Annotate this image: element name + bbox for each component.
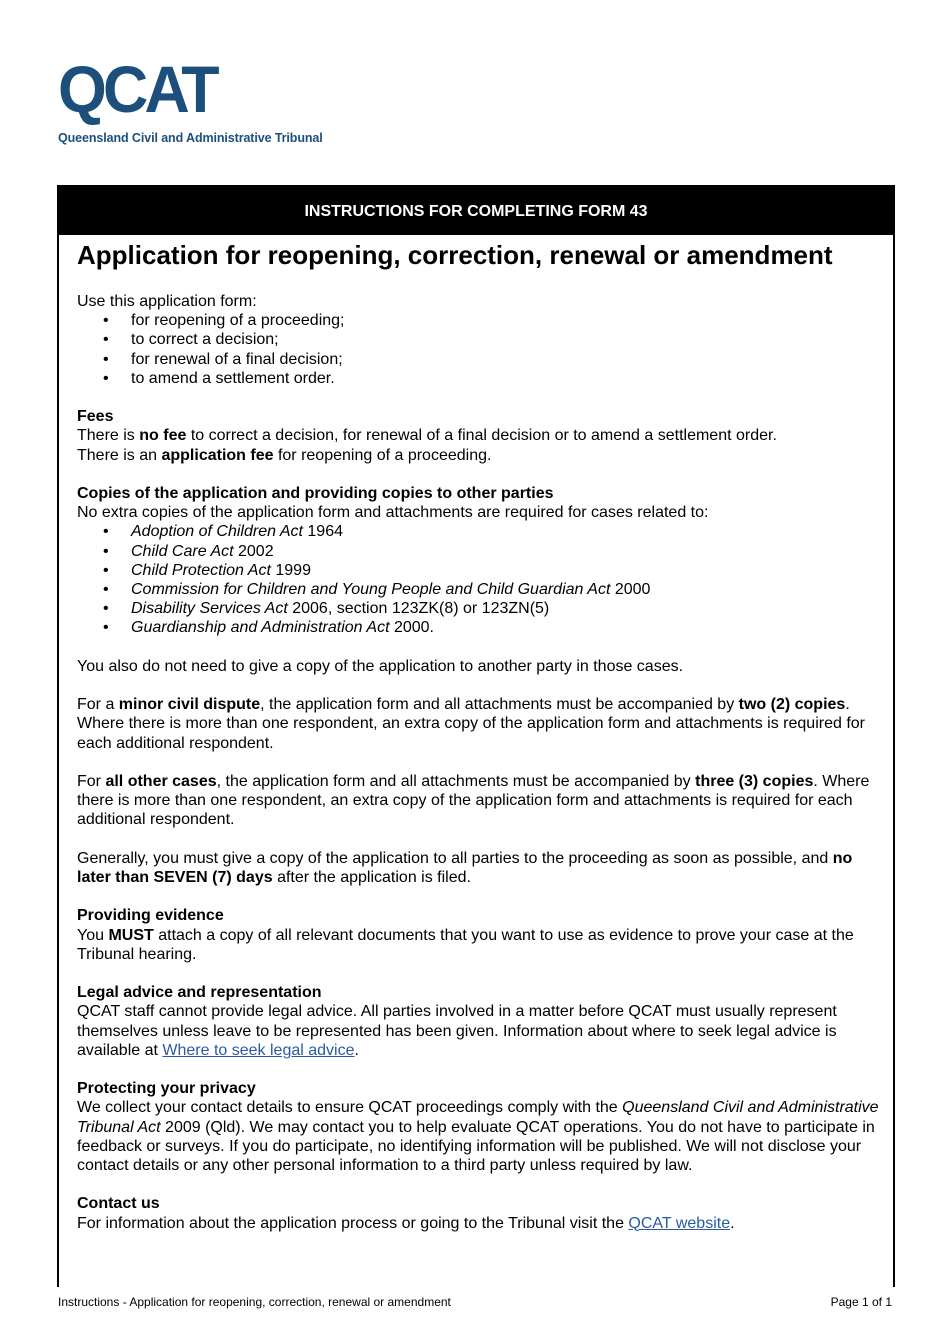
list-item: • Child Protection Act 1999 bbox=[103, 561, 311, 579]
minor-civil-paragraph: For a minor civil dispute, the application form and all attachments must be accompanied by two (2) copies. Where there is more than one respondent, an extra copy of the application form and attachments is required for each additional respondent. bbox=[77, 696, 865, 752]
list-item: • Child Care Act 2002 bbox=[103, 542, 274, 560]
page-footer bbox=[58, 1295, 892, 1309]
fees-heading: Fees bbox=[77, 408, 114, 426]
copies-heading: Copies of the application and providing copies to other parties bbox=[77, 485, 554, 502]
legal-advice-link[interactable]: Where to seek legal advice bbox=[162, 1041, 355, 1059]
list-item: • for renewal of a final decision; bbox=[103, 350, 343, 368]
list-item: • Guardianship and Administration Act 2000. bbox=[103, 619, 434, 637]
footer-title: Instructions - Application for reopening, correction, renewal or amendment bbox=[58, 1295, 451, 1309]
copies-lead: No extra copies of the application form and attachments are required for cases related to: bbox=[77, 504, 709, 522]
general-paragraph: Generally, you must give a copy of the application to all parties to the proceeding as soon as possible, and no later than SEVEN (7) days after the application is filed. bbox=[77, 849, 853, 886]
contact-paragraph: For information about the application process or going to the Tribunal visit the QCAT website. bbox=[77, 1214, 735, 1232]
contact-heading: Contact us bbox=[77, 1195, 160, 1213]
evidence-heading: Providing evidence bbox=[77, 907, 224, 925]
qcat-logo bbox=[58, 52, 323, 145]
list-item: • Disability Services Act 2006, section 123ZK(8) or 123ZN(5) bbox=[103, 600, 550, 618]
evidence-paragraph: You MUST attach a copy of all relevant documents that you want to use as evidence to prove your case at the Tribunal hearing. bbox=[77, 926, 854, 963]
fees-line-1: There is no fee to correct a decision, for renewal of a final decision or to amend a settlement order. bbox=[77, 427, 777, 445]
list-item: • for reopening of a proceeding; bbox=[103, 312, 345, 330]
page-title: Application for reopening, correction, renewal or amendment bbox=[77, 240, 833, 270]
qcat-website-link[interactable]: QCAT website bbox=[628, 1214, 731, 1232]
acts-list bbox=[77, 522, 883, 637]
list-item: • Commission for Children and Young People and Child Guardian Act 2000 bbox=[103, 581, 651, 599]
instructions-content bbox=[77, 239, 883, 1233]
list-item: • Adoption of Children Act 1964 bbox=[103, 523, 343, 541]
legal-heading: Legal advice and representation bbox=[77, 984, 322, 1002]
logo-mark: QCAT bbox=[58, 52, 216, 126]
other-cases-paragraph: For all other cases, the application form and all attachments must be accompanied by three (3) copies. Where there is more than one respondent, an extra copy of the application form and attachments is required for each additional respondent. bbox=[77, 773, 870, 829]
no-copy-note: You also do not need to give a copy of the application to another party in those cases. bbox=[77, 657, 684, 675]
list-item: • to correct a decision; bbox=[103, 331, 279, 349]
intro-lead: Use this application form: bbox=[77, 293, 257, 310]
list-item: • to amend a settlement order. bbox=[103, 369, 335, 387]
legal-paragraph: QCAT staff cannot provide legal advice. All parties involved in a matter before QCAT must usually represent themselves unless leave to be represented has been given. Information about where to seek legal advice is available at Where to seek legal advice. bbox=[77, 1003, 837, 1059]
intro-list bbox=[77, 311, 883, 388]
logo-subtitle: Queensland Civil and Administrative Tribunal bbox=[58, 131, 323, 145]
privacy-heading: Protecting your privacy bbox=[77, 1080, 256, 1098]
page-number: Page 1 of 1 bbox=[830, 1295, 892, 1309]
instructions-frame bbox=[57, 185, 895, 1287]
form-banner: INSTRUCTIONS FOR COMPLETING FORM 43 bbox=[59, 187, 893, 235]
fees-line-2: There is an application fee for reopening of a proceeding. bbox=[77, 446, 492, 464]
privacy-paragraph: We collect your contact details to ensure QCAT proceedings comply with the Queensland Civil and Administrative Tribunal Act 2009 (Qld). We may contact you to help evaluate QCAT operations. You do not have to participate in feedback or surveys. If you do participate, no identifying information will be published. We will not disclose your contact details or any other personal information to a third party unless required by law. bbox=[77, 1099, 879, 1174]
